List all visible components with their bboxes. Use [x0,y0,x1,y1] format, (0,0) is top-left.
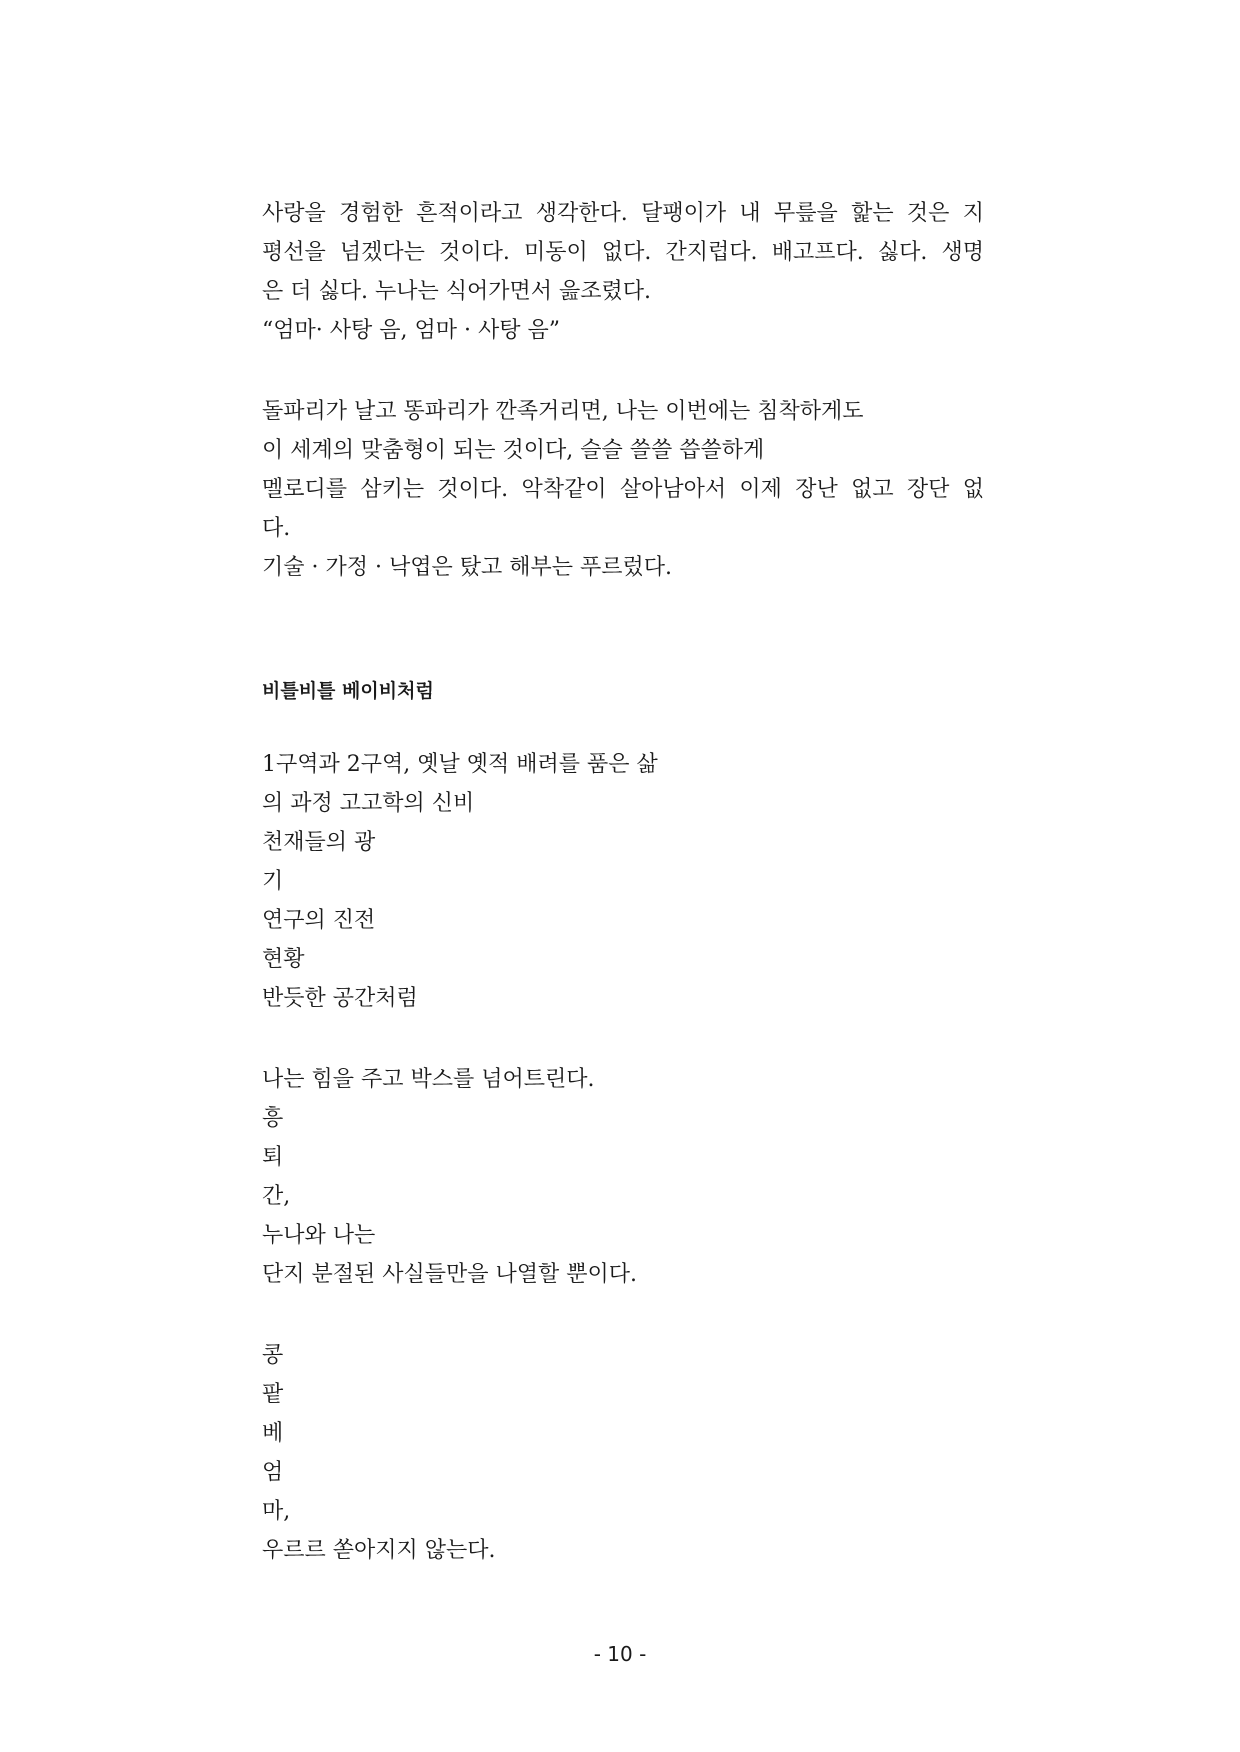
poem-title: 비틀비틀 베이비처럼 [262,680,434,702]
poem-line: 엄 [262,1460,284,1485]
poem-line: 연구의 진전 [262,908,376,933]
text-line: 평선을 넘겠다는 것이다. 미동이 없다. 간지럽다. 배고프다. 싫다. 생명 [262,240,984,265]
page-number: - 10 - [593,1642,647,1666]
poem-line: 베 [262,1421,284,1446]
poem-line: 현황 [262,947,305,972]
text-line: 다. [262,516,291,541]
poem-line: 기 [262,869,284,894]
poem-line: 천재들의 광 [262,830,376,855]
poem-line: 팥 [262,1382,284,1407]
text-line: 돌파리가 날고 똥파리가 깐족거리면, 나는 이번에는 침착하게도 [262,399,864,424]
poem-line: 누나와 나는 [262,1223,376,1248]
poem-line: 콩 [262,1343,284,1368]
text-line: 멜로디를 삼키는 것이다. 악착같이 살아남아서 이제 장난 없고 장단 없 [262,477,984,502]
text-line: 기술 · 가정 · 낙엽은 탔고 해부는 푸르렀다. [262,555,672,580]
poem-line: 1구역과 2구역, 옛날 옛적 배려를 품은 삶 [262,752,658,777]
poem-line: 나는 힘을 주고 박스를 넘어트린다. [262,1067,595,1092]
poem-line: 간, [262,1184,291,1209]
poem-line: 흥 [262,1106,284,1131]
text-line: 사랑을 경험한 흔적이라고 생각한다. 달팽이가 내 무릎을 핥는 것은 지 [262,201,984,226]
poem-line: 반듯한 공간처럼 [262,986,418,1011]
poem-line: 마, [262,1499,291,1524]
text-line: 은 더 싫다. 누나는 식어가면서 읊조렸다. [262,279,651,304]
text-line: 이 세계의 맞춤형이 되는 것이다, 슬슬 쓸쓸 씁쓸하게 [262,438,765,463]
text-line: “엄마· 사탕 음, 엄마 · 사탕 음” [262,318,560,343]
poem-line: 의 과정 고고학의 신비 [262,791,475,816]
poem-line: 단지 분절된 사실들만을 나열할 뿐이다. [262,1262,637,1287]
poem-line: 퇴 [262,1145,284,1170]
poem-line: 우르르 쏟아지지 않는다. [262,1538,496,1563]
